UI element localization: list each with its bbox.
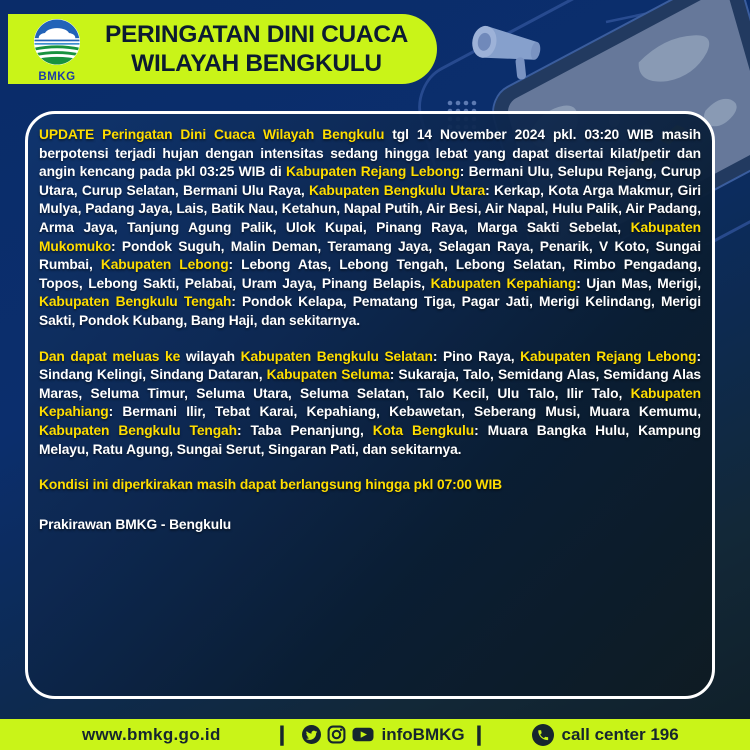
highlighted-region-text: Kabupaten Mukomuko	[39, 219, 701, 254]
warning-body-text: : Pondok Suguh, Malin Deman, Teramang Jaya, Selagan Raya, Penarik, V Koto, Sungai Rumbai,	[39, 238, 701, 273]
highlighted-region-text: Kabupaten Bengkulu Tengah	[39, 422, 237, 438]
warning-body-text: : Pondok Kelapa, Pematang Tiga, Pagar Jati, Merigi Kelindang, Merigi Sakti, Pondok Kubang, Bang Haji, dan sekitarnya.	[39, 294, 701, 328]
social-handle: infoBMKG	[381, 724, 465, 744]
footer-bar	[0, 719, 750, 750]
highlighted-region-text: Kabupaten Rejang Lebong	[286, 164, 460, 180]
warning-body-text: wilayah	[180, 348, 241, 364]
highlighted-region-text: Kondisi ini diperkirakan masih dapat berlangsung hingga pkl 07:00 WIB	[39, 477, 503, 493]
highlighted-region-text: Kota Bengkulu	[372, 422, 475, 438]
website-text: www.bmkg.go.id	[82, 724, 221, 744]
footer-divider: |	[277, 722, 286, 746]
highlighted-region-text: Kabupaten Lebong	[100, 257, 229, 273]
title-line-2: WILAYAH BENGKULU	[131, 49, 382, 77]
phone-icon	[532, 724, 554, 746]
youtube-icon	[352, 725, 374, 744]
warning-body-text: : Sindang Kelingi, Sindang Dataran,	[39, 348, 701, 383]
highlighted-region-text: Kabupaten Kepahiang	[430, 275, 577, 291]
warning-panel	[25, 111, 715, 699]
warning-body-text: : Muara Bangka Hulu, Kampung Melayu, Ratu Agung, Sungai Serut, Singaran Pati, dan sekitarnya.	[39, 422, 702, 457]
warning-body-text: : Lebong Atas, Lebong Tengah, Lebong Selatan, Rimbo Pengadang, Topos, Lebong Sakti, Pelabai, Uram Jaya, Pinang Belapis,	[39, 257, 701, 291]
warning-body-text: : Sukaraja, Talo, Semidang Alas, Semidang Alas Maras, Seluma Timur, Seluma Utara, Seluma Selatan, Talo Kecil, Ulu Talo, Ilir Talo,	[39, 367, 701, 401]
bmkg-logo	[28, 18, 86, 83]
highlighted-region-text: Kabupaten Bengkulu Utara	[309, 182, 486, 198]
highlighted-region-text: Kabupaten Rejang Lebong	[520, 348, 697, 364]
highlighted-region-text: Dan dapat meluas ke	[39, 348, 181, 364]
call-center-label: call center 196	[561, 724, 679, 744]
highlighted-region-text: Kabupaten Bengkulu Selatan	[240, 348, 433, 364]
social-icons	[302, 725, 374, 744]
header-banner	[8, 14, 437, 84]
warning-paragraph-expansion	[39, 348, 701, 460]
highlighted-region-text: UPDATE Peringatan Dini Cuaca Wilayah Bengkulu	[39, 127, 385, 142]
warning-body-text: : Pino Raya,	[432, 348, 521, 364]
bmkg-logo-icon	[33, 18, 81, 66]
bmkg-logo-text: BMKG	[38, 71, 76, 83]
warning-body-text: tgl 14 November 2024 pkl. 03:20 WIB masih berpotensi terjadi hujan dengan intensitas sedang hingga lebat yang dapat disertai kilat/petir dan angin kencang pada pkl 03:25 WIB di	[39, 127, 701, 180]
warning-paragraph-current	[39, 126, 701, 331]
title-line-1: PERINGATAN DINI CUACA	[104, 21, 409, 48]
call-center	[532, 724, 679, 746]
instagram-icon	[327, 725, 346, 744]
warning-body-text: : Kerkap, Kota Arga Makmur, Giri Mulya, Padang Jaya, Lais, Batik Nau, Ketahun, Napal Putih, Air Besi, Air Napal, Hulu Palik, Air Padang, Arma Jaya, Tanjung Agung Palik, Ulok Kupai, Pinang Raya, Marga Sakti Sebelat,	[39, 182, 701, 235]
highlighted-region-text: Kabupaten Seluma	[266, 367, 390, 383]
warning-body-text: : Bermani Ilir, Tebat Karai, Kepahiang, Kebawetan, Seberang Musi, Muara Kemumu,	[108, 404, 701, 420]
warning-body-text: : Ujan Mas, Merigi,	[576, 275, 702, 291]
twitter-icon	[302, 725, 321, 744]
warning-body-text: : Bermani Ulu, Selupu Rejang, Curup Utara, Curup Selatan, Bermani Ulu Raya,	[39, 164, 701, 198]
highlighted-region-text: Kabupaten Bengkulu Tengah	[39, 294, 232, 310]
highlighted-region-text: Kabupaten Kepahiang	[39, 385, 701, 420]
warning-body-text: : Taba Penanjung,	[236, 422, 373, 438]
footer-divider: |	[474, 722, 483, 746]
warning-duration-line	[39, 476, 701, 495]
page-title	[92, 21, 421, 78]
forecaster-signature: Prakirawan BMKG - Bengkulu	[39, 516, 232, 532]
